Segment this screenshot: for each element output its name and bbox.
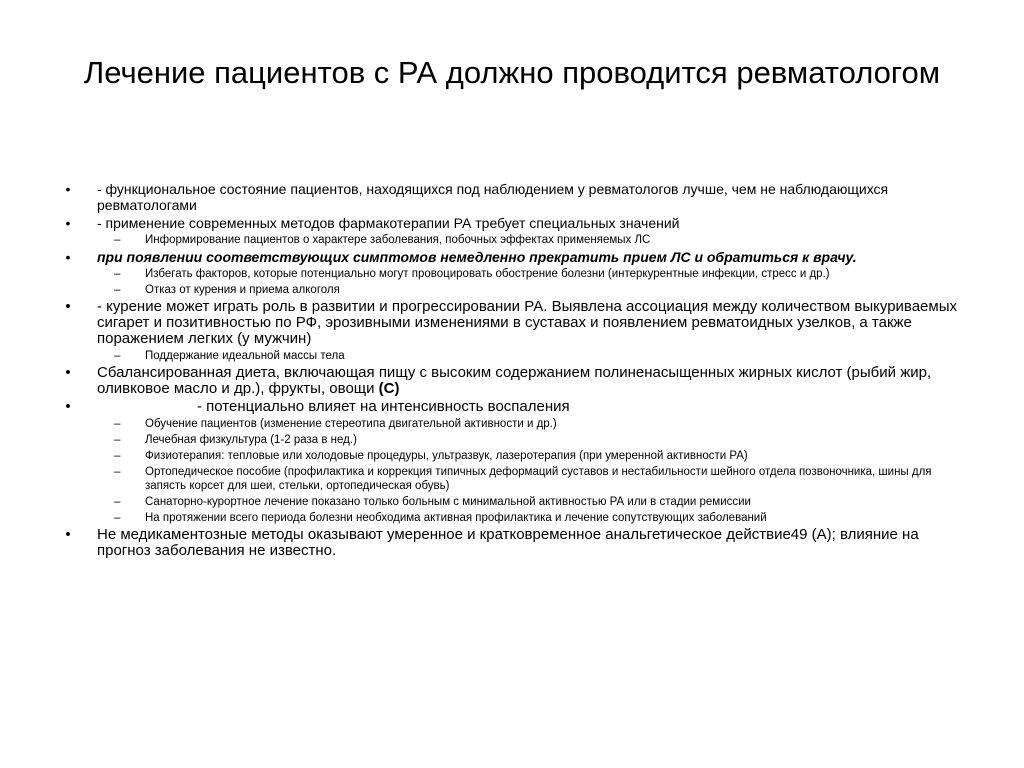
- dash-marker: –: [114, 350, 121, 362]
- list-item: [62, 249, 962, 265]
- sub-list-item: [62, 233, 962, 247]
- list-item: [62, 527, 962, 559]
- item-text: Санаторно-курортное лечение показано только больным с минимальной активностью РА или в стадии ремиссии: [145, 496, 751, 508]
- item-text: Поддержание идеальной массы тела: [145, 350, 345, 362]
- bullet-marker: •: [65, 215, 71, 231]
- item-text: На протяжении всего периода болезни необходима активная профилактика и лечение сопутствующих заболеваний: [145, 512, 767, 524]
- list-item: [62, 215, 962, 231]
- list-item: [62, 365, 962, 397]
- bullet-marker: •: [65, 181, 71, 197]
- item-text: Отказ от курения и приема алкоголя: [145, 284, 340, 296]
- item-text: Лечебная физкультура (1-2 раза в нед.): [145, 434, 357, 446]
- dash-marker: –: [114, 496, 121, 508]
- sub-list-item: [62, 495, 962, 509]
- dash-marker: –: [114, 512, 121, 524]
- warning-text: при появлении соответствующих симптомов немедленно прекратить прием ЛС и обратиться к врачу.: [97, 249, 857, 265]
- sub-list-item: [62, 465, 962, 493]
- list-item: [62, 299, 962, 347]
- sub-list-item: [62, 283, 962, 297]
- sub-list-item: [62, 433, 962, 447]
- item-text: Обучение пациентов (изменение стереотипа двигательной активности и др.): [145, 418, 557, 430]
- dash-marker: –: [114, 268, 121, 280]
- bullet-marker: •: [65, 398, 71, 415]
- evidence-level: (С): [378, 380, 400, 397]
- dash-marker: –: [114, 466, 121, 478]
- item-text: Сбалансированная диета, включающая пищу с высоким содержанием полиненасыщенных жирных кислот (рыбий жир, оливковое масло и др.), фрукты, овощи: [97, 364, 932, 397]
- dash-marker: –: [114, 434, 121, 446]
- list-item: [62, 399, 962, 415]
- slide-title: Лечение пациентов с РА должно проводится ревматологом: [83, 55, 941, 90]
- item-text: - применение современных методов фармакотерапии РА требует специальных значений: [97, 215, 680, 231]
- item-text: Информирование пациентов о характере заболевания, побочных эффектах применяемых ЛС: [145, 234, 651, 246]
- dash-marker: –: [114, 284, 121, 296]
- bullet-marker: •: [65, 364, 71, 381]
- list-item: [62, 181, 962, 213]
- bullet-marker: •: [65, 526, 71, 543]
- item-text: Не медикаментозные методы оказывают умеренное и кратковременное анальгетическое действие49 (А); влияние на прогноз заболевания не известно.: [97, 526, 919, 559]
- item-text: - функциональное состояние пациентов, находящихся под наблюдением у ревматологов лучше, чем не наблюдающихся ревматологами: [97, 181, 889, 213]
- dash-marker: –: [114, 418, 121, 430]
- bullet-marker: •: [65, 298, 71, 315]
- sub-list-item: [62, 511, 962, 525]
- dash-marker: –: [114, 234, 121, 246]
- sub-list-item: [62, 349, 962, 363]
- dash-marker: –: [114, 450, 121, 462]
- sub-list-item: [62, 267, 962, 281]
- sub-list-item: [62, 449, 962, 463]
- item-text: - курение может играть роль в развитии и прогрессировании РА. Выявлена ассоциация между количеством выкуриваемых сигарет и позитивностью по РФ, эрозивными изменениями в суставах и появлением ревматоидных узелков, а также поражением легких (у мужчин): [97, 298, 957, 347]
- item-text: Физиотерапия: тепловые или холодовые процедуры, ультразвук, лазеротерапия (при умеренной активности РА): [145, 450, 748, 462]
- item-text: - потенциально влияет на интенсивность воспаления: [197, 398, 570, 415]
- bullet-list: [62, 181, 962, 561]
- sub-list-item: [62, 417, 962, 431]
- item-text: Ортопедическое пособие (профилактика и коррекция типичных деформаций суставов и нестабильности шейного отдела позвоночника, шины для запясть корсет для шеи, стельки, ортопедическая обувь): [145, 466, 932, 492]
- bullet-marker: •: [65, 249, 71, 265]
- item-text: Избегать факторов, которые потенциально могут провоцировать обострение болезни (интеркурентные инфекции, стресс и др.): [145, 268, 830, 280]
